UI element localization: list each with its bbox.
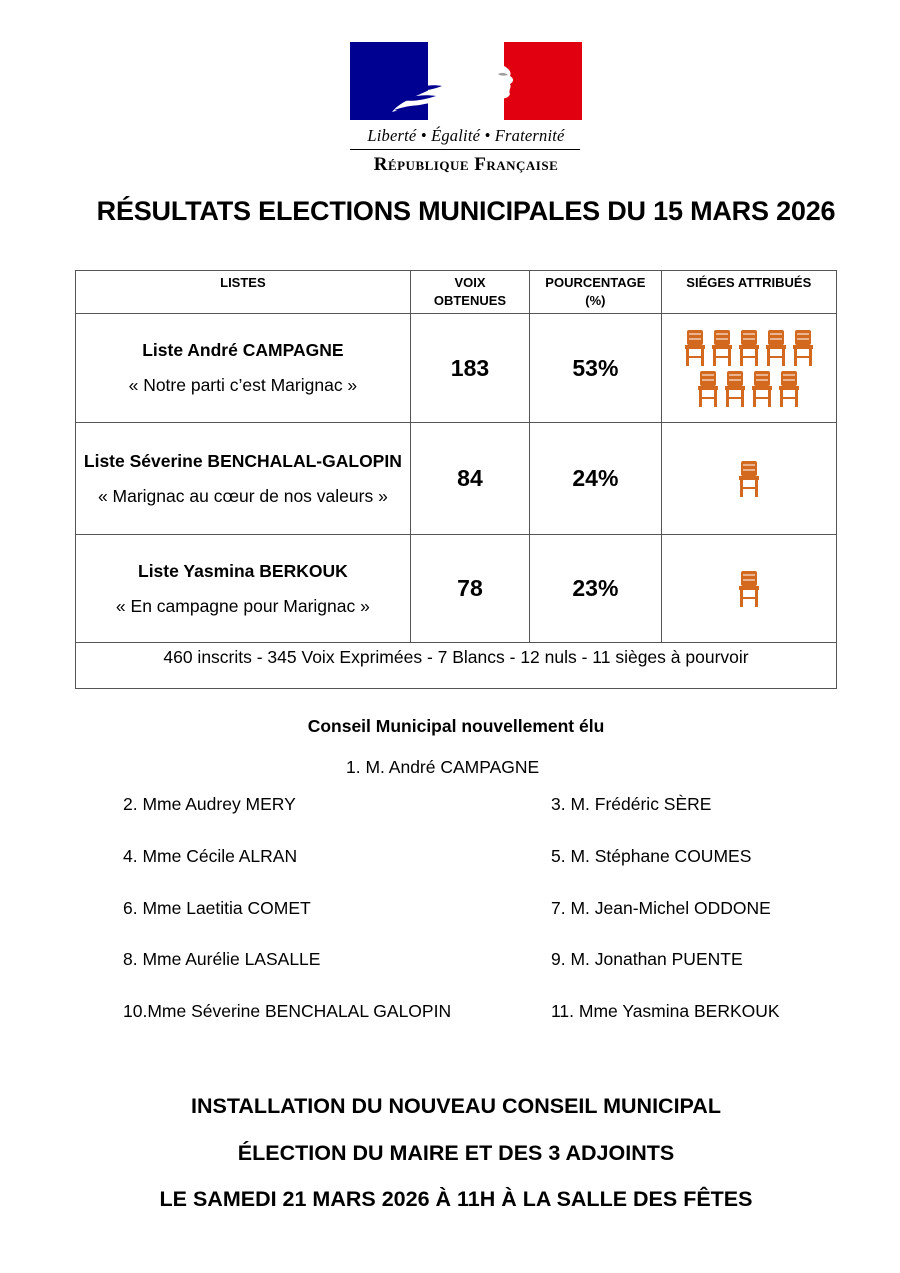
chair-icon (751, 370, 773, 408)
table-header-row (76, 271, 837, 314)
republique-francaise-logo (350, 42, 582, 176)
pourcentage-value: 24% (530, 423, 661, 535)
table-footer-row (76, 643, 837, 689)
header-voix-line1: VOIX (454, 275, 486, 290)
council-member: 2. Mme Audrey MERY (123, 794, 296, 814)
council-member: 5. M. Stéphane COUMES (551, 846, 752, 866)
header-voix-line2: OBTENUES (433, 293, 507, 308)
header-sieges: SIÉGES ATTRIBUÉS (661, 271, 836, 314)
chair-icon (684, 329, 706, 367)
header-voix (410, 271, 529, 314)
results-table (75, 270, 837, 689)
voix-value: 78 (410, 535, 529, 643)
chair-icon (738, 460, 760, 498)
seat-row (671, 329, 827, 367)
seats-cell (661, 423, 836, 535)
council-title: Conseil Municipal nouvellement élu (307, 716, 605, 736)
seats-group (663, 570, 835, 608)
seats-cell (661, 314, 836, 423)
liste-name: Liste Séverine BENCHALAL-GALOPIN (83, 450, 402, 471)
announcement-line-1: INSTALLATION DU NOUVEAU CONSEIL MUNICIPAL (191, 1094, 721, 1118)
republique-francaise-label: République Française (373, 154, 559, 175)
liste-slogan: « En campagne pour Marignac » (115, 595, 370, 616)
seats-cell (661, 535, 836, 643)
chair-icon (724, 370, 746, 408)
pourcentage-value: 53% (530, 314, 661, 423)
chair-icon (765, 329, 787, 367)
header-pct-line2: (%) (585, 293, 606, 308)
chair-icon (738, 570, 760, 608)
announcement-line-3: LE SAMEDI 21 MARS 2026 À 11H À LA SALLE DES FÊTES (159, 1187, 753, 1211)
liste-slogan: « Marignac au cœur de nos valeurs » (97, 485, 388, 506)
announcement-line-2: ÉLECTION DU MAIRE ET DES 3 ADJOINTS (237, 1141, 675, 1165)
header-pct-line1: POURCENTAGE (545, 275, 646, 290)
council-member: 10.Mme Séverine BENCHALAL GALOPIN (123, 1001, 452, 1021)
pourcentage-value: 23% (530, 535, 661, 643)
table-row (76, 314, 837, 423)
seat-row (671, 370, 827, 408)
council-member: 11. Mme Yasmina BERKOUK (551, 1001, 780, 1021)
chair-icon (778, 370, 800, 408)
republic-motto: Liberté • Égalité • Fraternité (367, 126, 565, 145)
table-row (76, 423, 837, 535)
council-member: 4. Mme Cécile ALRAN (123, 846, 298, 866)
seat-row (671, 460, 827, 498)
council-member: 3. M. Frédéric SÈRE (551, 794, 712, 814)
header-pourcentage (530, 271, 661, 314)
council-member: 8. Mme Aurélie LASALLE (123, 949, 321, 969)
header-listes: LISTES (76, 271, 411, 314)
chair-icon (697, 370, 719, 408)
table-footer: 460 inscrits - 345 Voix Exprimées - 7 Blancs - 12 nuls - 11 sièges à pourvoir (76, 643, 837, 689)
chair-icon (738, 329, 760, 367)
seat-row (671, 570, 827, 608)
council-member: 6. Mme Laetitia COMET (123, 898, 311, 918)
liste-cell (76, 314, 411, 423)
seats-group (663, 460, 835, 498)
liste-name: Liste André CAMPAGNE (142, 340, 344, 360)
seats-group (663, 329, 835, 408)
voix-value: 84 (410, 423, 529, 535)
council-member: 9. M. Jonathan PUENTE (551, 949, 743, 969)
chair-icon (711, 329, 733, 367)
council-member: 7. M. Jean-Michel ODDONE (551, 898, 771, 918)
page-title: RÉSULTATS ELECTIONS MUNICIPALES DU 15 MARS 2026 (96, 196, 836, 226)
marianne-icon (350, 42, 582, 120)
liste-cell (76, 423, 411, 535)
voix-value: 183 (410, 314, 529, 423)
liste-name: Liste Yasmina BERKOUK (138, 560, 348, 581)
liste-slogan: « Notre parti c’est Marignac » (128, 375, 358, 395)
table-row (76, 535, 837, 643)
liste-cell (76, 535, 411, 643)
council-member-1: 1. M. André CAMPAGNE (346, 757, 540, 777)
marianne-flag (350, 42, 582, 120)
motto-divider (350, 149, 580, 150)
chair-icon (792, 329, 814, 367)
